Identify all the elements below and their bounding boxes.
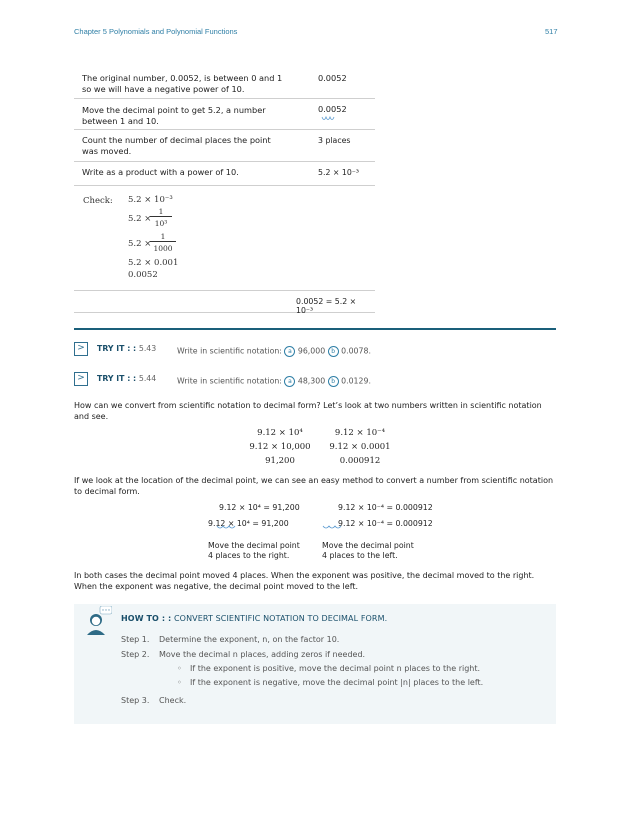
- how-to-label: HOW TO : :: [121, 614, 172, 623]
- step-text: The original number, 0.0052, is between 0 and 1 so we will have a negative power of 10.: [82, 73, 283, 94]
- table-row: [74, 162, 375, 186]
- step-label: Step 3.: [121, 696, 150, 705]
- paragraph: If we look at the location of the decimal point, we can see an easy method to convert a number from scientific notation to decimal form.: [74, 476, 554, 496]
- fraction-denominator: 1000: [153, 244, 173, 253]
- right-equation: 9.12 × 10⁻⁴ = 0.000912: [338, 503, 433, 512]
- paragraph: In both cases the decimal point moved 4 places. When the exponent was positive, the decimal moved to the right. When the exponent was negative, the decimal point moved to the left.: [74, 571, 535, 591]
- math-line: 0.000912: [339, 456, 381, 466]
- try-it-question: [177, 376, 371, 387]
- left-move-arrow-icon: [322, 525, 344, 531]
- decimal-move-arrow-icon: [321, 115, 341, 123]
- try-it-number: 5.43: [138, 344, 157, 353]
- left-equation-moved: 9.12 × 10⁴ = 91,200: [208, 519, 289, 528]
- chapter-title: Chapter 5 Polynomials and Polynomial Functions: [74, 27, 238, 36]
- table-row: [74, 68, 375, 99]
- check-line: 5.2 × 10⁻³: [128, 195, 173, 205]
- step-label: Step 1.: [121, 635, 150, 644]
- try-it-prompt: Write in scientific notation:: [177, 346, 282, 356]
- math-line: 9.12 × 0.0001: [329, 442, 391, 452]
- example-right: [320, 426, 400, 468]
- result-text: 0.0052 = 5.2 × 10⁻³: [296, 297, 357, 315]
- fraction-numerator: 1: [150, 232, 176, 242]
- try-it-expand-button[interactable]: >: [74, 372, 88, 386]
- try-it-number: 5.44: [138, 374, 157, 383]
- check-label: Check:: [83, 196, 113, 206]
- step-value: 3 places: [318, 136, 351, 145]
- option-b-value: 0.0078.: [341, 346, 371, 356]
- try-it-question: [177, 346, 371, 357]
- section-divider: [74, 328, 556, 330]
- math-line: 9.12 × 10⁴: [257, 428, 303, 438]
- fraction-denominator: 10³: [154, 219, 168, 228]
- try-it-expand-button[interactable]: >: [74, 342, 88, 356]
- caption-line: 4 places to the left.: [322, 551, 398, 560]
- result-row: [74, 291, 375, 313]
- math-line: 91,200: [265, 456, 295, 466]
- try-it-prompt: Write in scientific notation:: [177, 376, 282, 386]
- step-value: 0.0052: [318, 73, 347, 83]
- check-line: 5.2 × 0.001: [128, 258, 179, 268]
- step-value-text: 0.0052: [318, 104, 347, 114]
- left-caption: [208, 541, 300, 561]
- right-caption: [322, 541, 414, 561]
- bullet-text: If the exponent is positive, move the decimal point n places to the right.: [190, 664, 481, 673]
- check-line: 5.2 ×: [128, 239, 152, 249]
- math-line: 9.12 × 10,000: [249, 442, 311, 452]
- step-label: Step 2.: [121, 650, 150, 659]
- table-row: [74, 130, 375, 162]
- option-a-icon: a: [284, 346, 295, 357]
- option-b-icon: b: [328, 346, 339, 357]
- table-row: [74, 99, 375, 130]
- step-value: 5.2 × 10⁻³: [318, 168, 360, 177]
- student-avatar-icon: [84, 606, 112, 636]
- right-move-arrow-icon: [216, 525, 238, 531]
- option-a-icon: a: [284, 376, 295, 387]
- check-line: 0.0052: [128, 270, 158, 280]
- check-line: 5.2 ×: [128, 214, 152, 224]
- bullet-icon: ◦: [177, 664, 182, 673]
- check-block: [74, 186, 375, 291]
- option-a-value: 48,300: [297, 376, 326, 386]
- bullet-text: If the exponent is negative, move the decimal point |n| places to the left.: [190, 678, 484, 687]
- try-it-title: [97, 344, 156, 353]
- caption-line: Move the decimal point: [208, 541, 300, 550]
- step-text: Count the number of decimal places the point was moved.: [82, 135, 271, 156]
- caption-line: Move the decimal point: [322, 541, 414, 550]
- how-to-heading: CONVERT SCIENTIFIC NOTATION TO DECIMAL FORM.: [174, 614, 388, 623]
- caption-line: 4 places to the right.: [208, 551, 290, 560]
- paragraph: How can we convert from scientific notation to decimal form? Let’s look at two numbers written in scientific notation and see.: [74, 401, 542, 421]
- try-it-label: TRY IT : :: [97, 374, 137, 383]
- how-to-box: [74, 604, 556, 724]
- left-equation: 9.12 × 10⁴ = 91,200: [219, 503, 300, 512]
- step-text: Determine the exponent, n, on the factor 10.: [159, 635, 340, 644]
- example-left: [240, 426, 320, 468]
- step-text: Move the decimal point to get 5.2, a number between 1 and 10.: [82, 105, 266, 126]
- math-line: 9.12 × 10⁻⁴: [334, 428, 386, 438]
- option-a-value: 96,000: [297, 346, 326, 356]
- how-to-title: [121, 614, 387, 623]
- fraction-numerator: 1: [150, 207, 172, 217]
- option-b-value: 0.0129.: [341, 376, 371, 386]
- step-text: Move the decimal n places, adding zeros if needed.: [159, 650, 366, 659]
- worked-example-table: [74, 68, 375, 313]
- step-value: [318, 104, 347, 115]
- try-it-title: [97, 374, 156, 383]
- right-equation-moved: 9.12 × 10⁻⁴ = 0.000912: [338, 519, 433, 528]
- step-text: Check.: [159, 696, 187, 705]
- bullet-icon: ◦: [177, 678, 182, 687]
- page-number: 517: [545, 27, 558, 36]
- option-b-icon: b: [328, 376, 339, 387]
- try-it-label: TRY IT : :: [97, 344, 137, 353]
- step-text: Write as a product with a power of 10.: [82, 167, 239, 177]
